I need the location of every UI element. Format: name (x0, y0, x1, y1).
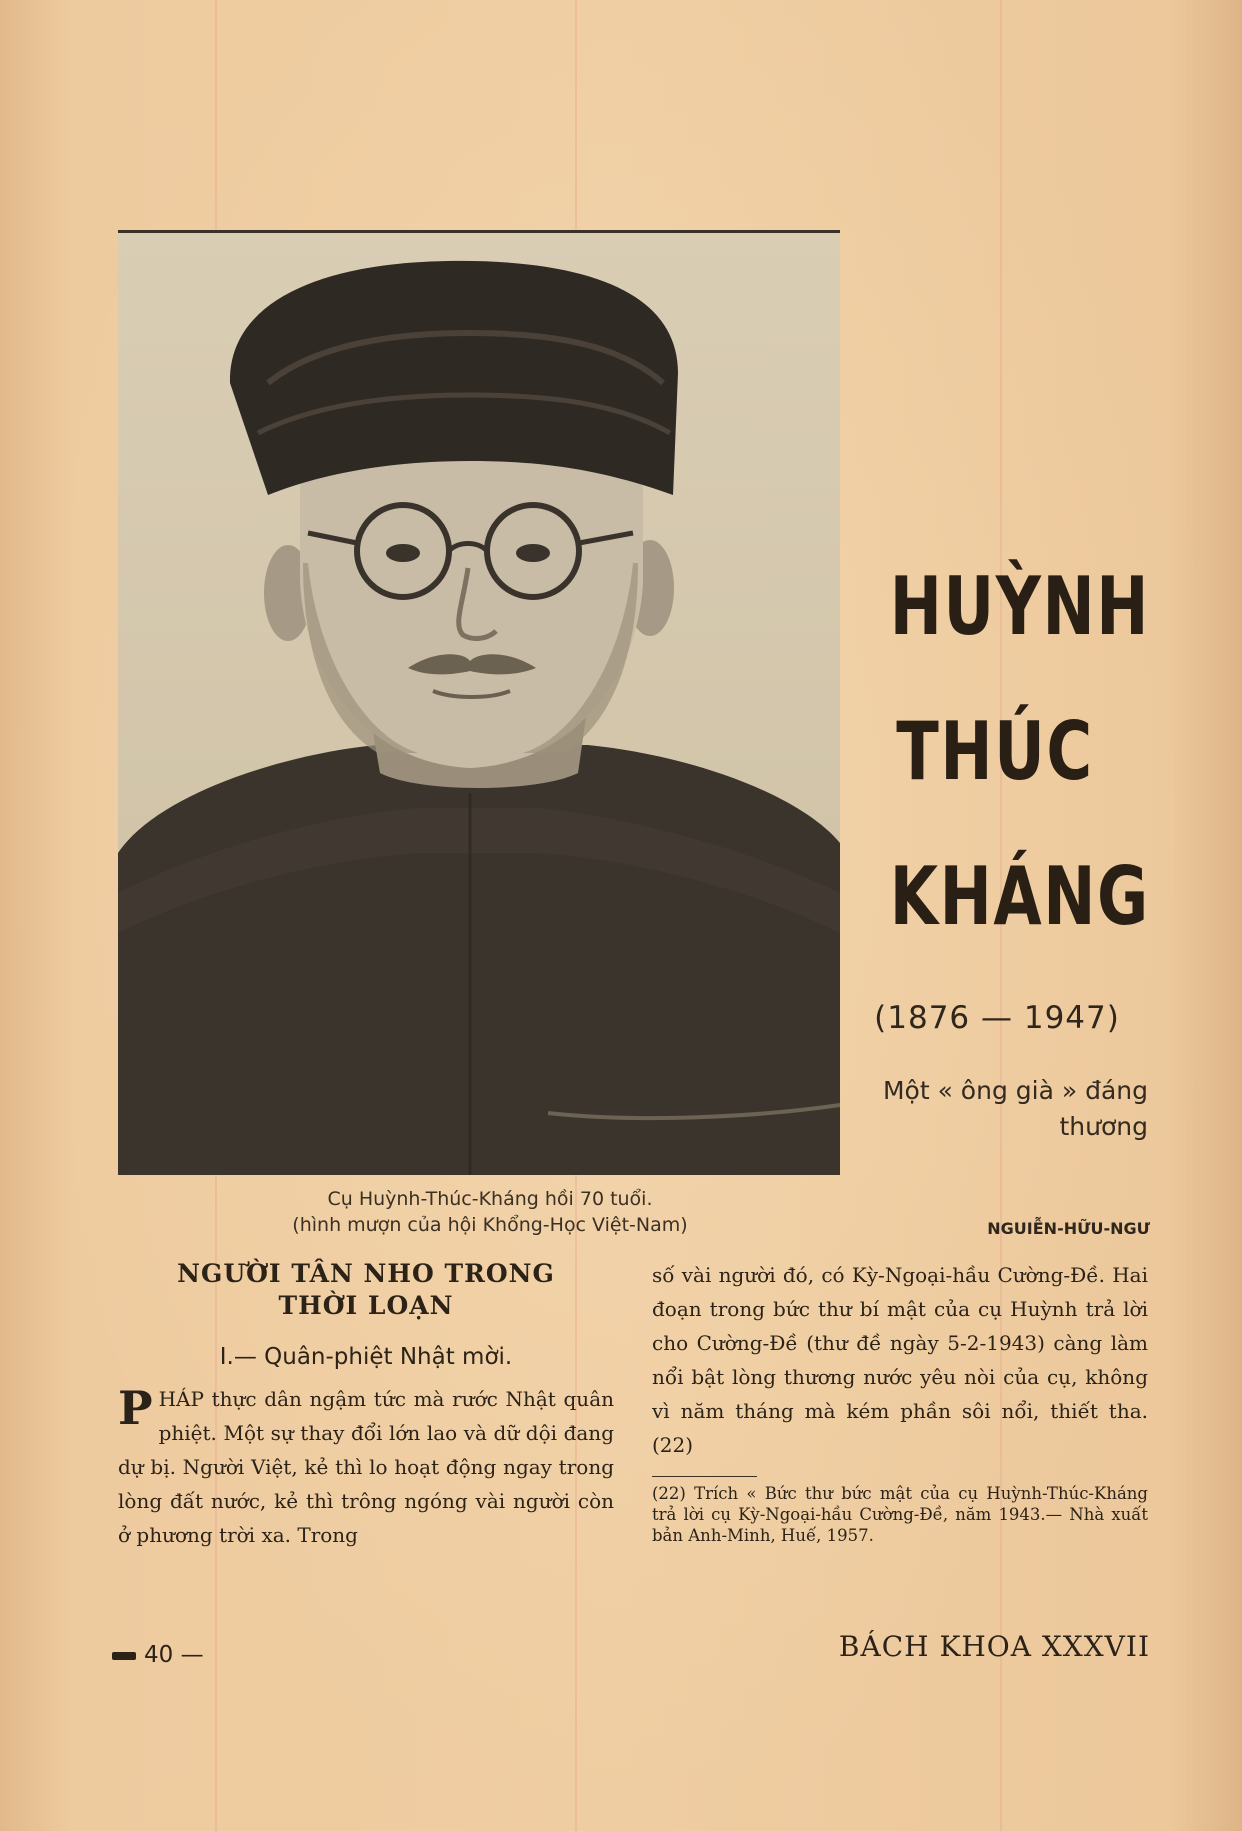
drop-cap: P (118, 1381, 153, 1435)
section-title-line: NGƯỜI TÂN NHO TRONG (177, 1259, 555, 1288)
journal-name: BÁCH KHOA XXXVII (838, 1630, 1150, 1663)
page-number-text: 40 — (144, 1642, 204, 1668)
article-title-line: KHÁNG (889, 850, 1150, 943)
author-name: NGUIỄN-HỮU-NGƯ (987, 1219, 1150, 1238)
photo-caption (230, 1186, 750, 1238)
section-subheading: I.— Quân-phiệt Nhật mời. (219, 1344, 513, 1370)
subtitle-line: thương (1059, 1112, 1148, 1141)
left-column (118, 1258, 614, 1552)
caption-line: Cụ Huỳnh-Thúc-Kháng hồi 70 tuổi. (327, 1188, 653, 1210)
page-mark (112, 1652, 136, 1660)
body-paragraph (118, 1382, 614, 1552)
footnote-divider (652, 1476, 757, 1477)
right-column (652, 1258, 1148, 1546)
section-title (118, 1258, 614, 1322)
portrait-illustration (118, 233, 840, 1175)
paragraph-text: HÁP thực dân ngậm tức mà rước Nhật quân phiệt. Một sự thay đổi lớn lao và dữ dội đang dự bị. Người Việt, kẻ thì lo hoạt động ngay trong lòng đất nước, kẻ thì trông ngóng vài người còn ở phương trời xa. Trong (118, 1387, 614, 1547)
page-number (112, 1642, 204, 1668)
article-title-line: HUỲNH (889, 560, 1151, 653)
life-years: (1876 — 1947) (874, 1000, 1120, 1036)
article-subtitle (848, 1073, 1148, 1145)
portrait-photo (118, 230, 840, 1175)
section-title-line: THỜI LOẠN (278, 1291, 454, 1320)
subtitle-line: Một « ông già » đáng (882, 1076, 1148, 1105)
article-title-line: THÚC (896, 705, 1094, 798)
footnote: (22) Trích « Bức thư bức mật của cụ Huỳnh-Thúc-Kháng trả lời cụ Kỳ-Ngoại-hầu Cường-Đề, năm 1943.— Nhà xuất bản Anh-Minh, Huế, 1957. (652, 1484, 1148, 1545)
caption-line: (hình mượn của hội Khổng-Học Việt-Nam) (292, 1214, 688, 1236)
body-paragraph-continued: số vài người đó, có Kỳ-Ngoại-hầu Cường-Đề. Hai đoạn trong bức thư bí mật của cụ Huỳnh trả lời cho Cường-Đề (thư đề ngày 5-2-1943) càng làm nổi bật lòng thương nước yêu nòi của cụ, không vì năm tháng mà kém phần sôi nổi, thiết tha. (22) (652, 1263, 1148, 1457)
